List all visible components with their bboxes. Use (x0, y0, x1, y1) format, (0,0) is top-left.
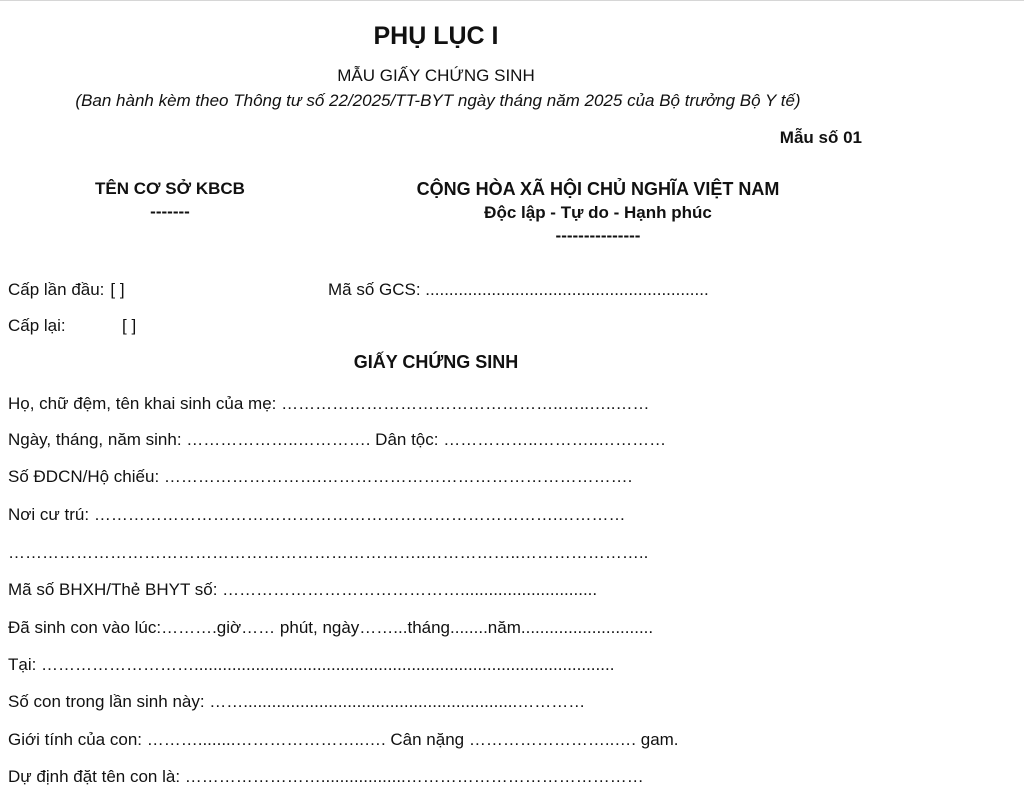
reissue-row (8, 316, 168, 336)
dob-ethnicity-field[interactable]: Ngày, tháng, năm sinh: ………………..…………. Dân tộc: ……………..………..………… (8, 430, 667, 449)
birth-time-field[interactable]: Đã sinh con vào lúc:……….giờ…… phút, ngày……...tháng........năm............................ (8, 618, 654, 637)
motto-divider: --------------- (555, 226, 641, 245)
reissue-label: Cấp lại: (8, 316, 66, 335)
republic-name: CỘNG HÒA XÃ HỘI CHỦ NGHĨA VIỆT NAM (416, 179, 780, 199)
residence-field[interactable]: Nơi cư trú: ……………………………………………………………………….………… (8, 505, 626, 524)
first-issue-checkbox[interactable]: [ ] (110, 280, 125, 299)
gender-weight-field[interactable]: Giới tính của con: ………........…………………..…. Cân nặng ……………………..…. gam. (8, 730, 679, 749)
form-name: MẪU GIẤY CHỨNG SINH (337, 66, 535, 85)
form-number: Mẫu số 01 (779, 128, 862, 147)
first-issue-row (8, 280, 125, 300)
issued-note: (Ban hành kèm theo Thông tư số 22/2025/TT-BYT ngày tháng năm 2025 của Bộ trưởng Bộ Y tế) (75, 91, 801, 110)
child-name-field[interactable]: Dự định đặt tên con là: ……………………..................…………………………………… (8, 767, 644, 786)
residence-continuation-field[interactable]: ………………………………………………………………..……………..………………….. (8, 543, 649, 562)
id-number-field[interactable]: Số ĐDCN/Hộ chiếu: ……………………….………………………………………………. (8, 467, 633, 486)
top-rule (0, 0, 1024, 1)
document-heading: GIẤY CHỨNG SINH (353, 352, 519, 372)
mother-name-field[interactable]: Họ, chữ đệm, tên khai sinh của mẹ: …………………………………………..…..…..…… (8, 394, 650, 413)
first-issue-label: Cấp lần đầu: (8, 280, 105, 299)
appendix-title: PHỤ LỤC I (373, 22, 499, 50)
certificate-code-field[interactable]: Mã số GCS: ............................................................ (328, 280, 709, 299)
reissue-checkbox[interactable]: [ ] (122, 316, 137, 335)
national-motto: Độc lập - Tự do - Hạnh phúc (484, 203, 712, 222)
facility-name: TÊN CƠ SỞ KBCB (95, 179, 245, 198)
facility-divider: ------- (150, 202, 190, 221)
children-count-field[interactable]: Số con trong lần sinh này: ……..........................................................………… (8, 692, 586, 711)
insurance-number-field[interactable]: Mã số BHXH/Thẻ BHYT số: ……………………………………............................. (8, 580, 598, 599)
birth-place-field[interactable]: Tại: ………………………......................................................................................... (8, 655, 615, 674)
